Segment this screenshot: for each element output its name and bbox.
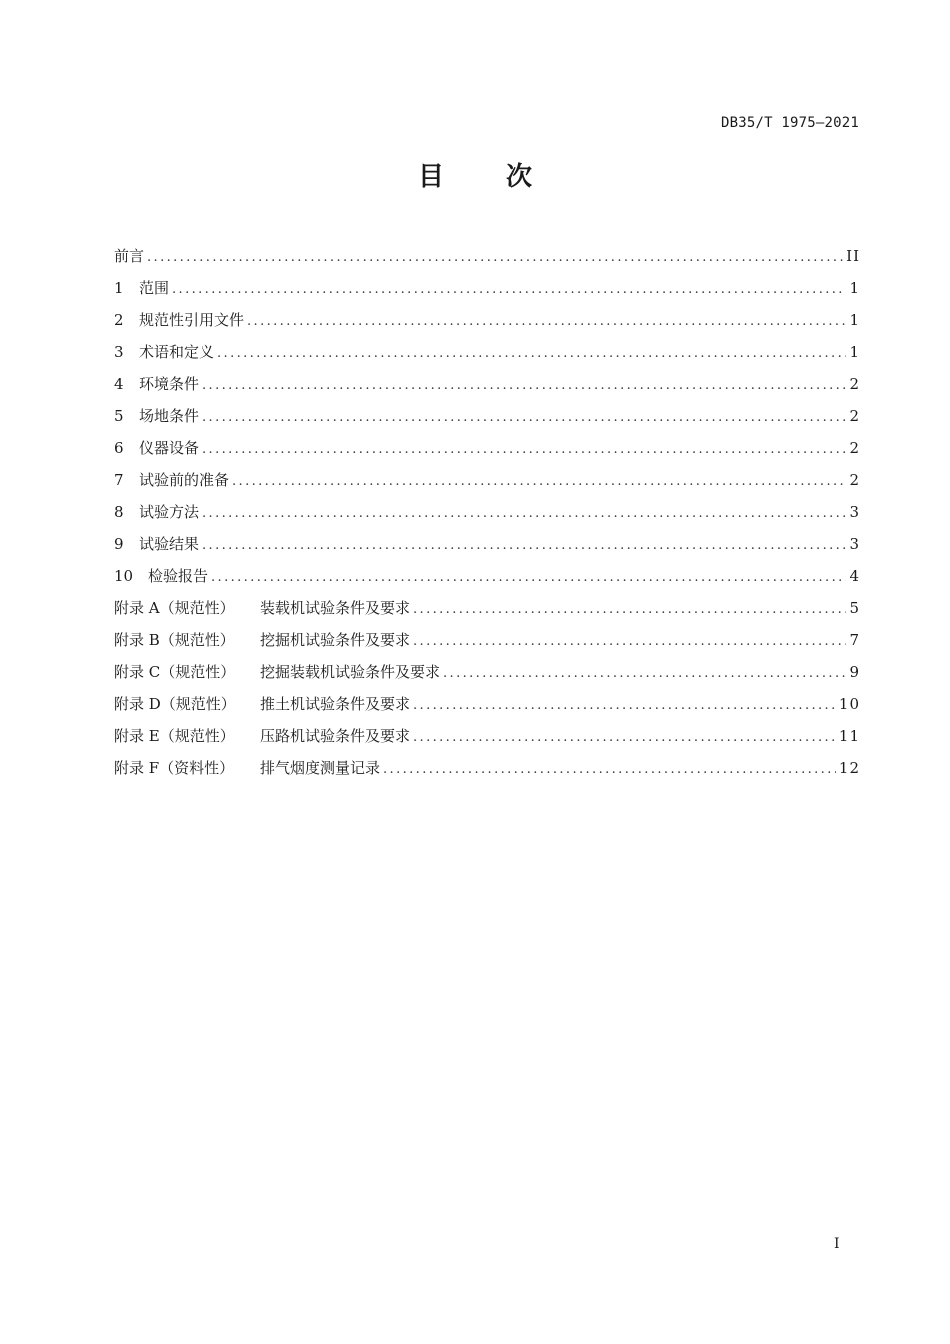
toc-entry-label: 场地条件 (139, 407, 200, 425)
toc-entry-label: 检验报告 (148, 567, 209, 585)
toc-entry-number: 附录 F（资料性） (114, 759, 235, 777)
toc-entry-number: 5 (114, 407, 124, 425)
toc-entry[interactable] (114, 272, 860, 304)
toc-entry-page: 1 (849, 343, 860, 361)
dot-leader (202, 498, 846, 530)
toc-entry-label: 前言 (114, 247, 145, 265)
toc-entry-label: 推土机试验条件及要求 (260, 695, 411, 713)
toc-entry-label: 试验方法 (139, 503, 200, 521)
toc-entry-page: 2 (849, 471, 860, 489)
toc-entry-label: 仪器设备 (139, 439, 200, 457)
toc-entry-label: 环境条件 (139, 375, 200, 393)
toc-entry-page: 9 (849, 663, 860, 681)
toc-entry-number: 3 (114, 343, 124, 361)
toc-entry-label: 挖掘装载机试验条件及要求 (260, 663, 441, 681)
document-code: DB35/T 1975—2021 (720, 115, 859, 131)
toc-entry-label: 范围 (139, 279, 170, 297)
toc-entry[interactable] (114, 656, 860, 688)
toc-entry-label: 压路机试验条件及要求 (260, 727, 411, 745)
toc-entry[interactable] (114, 720, 860, 752)
toc-entry-label: 装载机试验条件及要求 (260, 599, 411, 617)
dot-leader (172, 274, 846, 306)
toc-entry[interactable] (114, 528, 860, 560)
toc-entry-number: 10 (114, 567, 134, 585)
toc-entry-page: 1 (849, 279, 860, 297)
toc-entry-page: 1 (849, 311, 860, 329)
toc-entry-page: 7 (849, 631, 860, 649)
dot-leader (232, 466, 846, 498)
dot-leader (413, 626, 846, 658)
dot-leader (202, 402, 846, 434)
toc-entry-number: 1 (114, 279, 124, 297)
toc-entry[interactable] (114, 688, 860, 720)
toc-entry-page: 2 (849, 375, 860, 393)
toc-entry-number: 附录 C（规范性） (114, 663, 236, 681)
toc-entry-number: 6 (114, 439, 124, 457)
toc-entry-page: 3 (849, 535, 860, 553)
dot-leader (413, 594, 846, 626)
toc-entry[interactable] (114, 496, 860, 528)
toc-entry-number: 附录 B（规范性） (114, 631, 235, 649)
toc-entry[interactable] (114, 368, 860, 400)
dot-leader (443, 658, 846, 690)
toc-entry[interactable] (114, 560, 860, 592)
dot-leader (217, 338, 846, 370)
toc-entry-page: 5 (849, 599, 860, 617)
page-number: I (834, 1236, 840, 1252)
page-title: 目次 (417, 162, 594, 192)
toc-entry-page: 2 (849, 439, 860, 457)
table-of-contents (114, 240, 860, 784)
toc-entry[interactable] (114, 624, 860, 656)
toc-entry[interactable] (114, 752, 860, 784)
toc-entry-number: 附录 D（规范性） (114, 695, 236, 713)
toc-entry[interactable] (114, 432, 860, 464)
dot-leader (147, 242, 843, 274)
toc-entry-page: 11 (838, 727, 860, 745)
toc-entry[interactable] (114, 304, 860, 336)
toc-entry-page: 2 (849, 407, 860, 425)
toc-entry-label: 术语和定义 (139, 343, 215, 361)
toc-entry-number: 附录 E（规范性） (114, 727, 235, 745)
dot-leader (383, 754, 836, 786)
toc-entry-page: II (846, 247, 860, 265)
toc-entry-page: 4 (849, 567, 860, 585)
toc-entry-number: 附录 A（规范性） (114, 599, 235, 617)
toc-entry-label: 试验前的准备 (139, 471, 230, 489)
toc-entry-number: 7 (114, 471, 124, 489)
toc-entry[interactable] (114, 400, 860, 432)
dot-leader (211, 562, 846, 594)
dot-leader (202, 434, 846, 466)
dot-leader (413, 690, 836, 722)
toc-entry[interactable] (114, 336, 860, 368)
toc-entry-label: 排气烟度测量记录 (260, 759, 381, 777)
toc-entry-label: 挖掘机试验条件及要求 (260, 631, 411, 649)
toc-entry-page: 12 (838, 759, 860, 777)
toc-entry-number: 8 (114, 503, 124, 521)
toc-entry-number: 4 (114, 375, 124, 393)
toc-entry-page: 10 (838, 695, 860, 713)
dot-leader (413, 722, 836, 754)
dot-leader (202, 530, 846, 562)
toc-entry-label: 试验结果 (139, 535, 200, 553)
dot-leader (247, 306, 846, 338)
toc-entry[interactable] (114, 240, 860, 272)
toc-entry[interactable] (114, 592, 860, 624)
toc-entry-number: 9 (114, 535, 124, 553)
toc-entry-number: 2 (114, 311, 124, 329)
toc-entry-page: 3 (849, 503, 860, 521)
toc-entry-label: 规范性引用文件 (139, 311, 245, 329)
dot-leader (202, 370, 846, 402)
toc-entry[interactable] (114, 464, 860, 496)
